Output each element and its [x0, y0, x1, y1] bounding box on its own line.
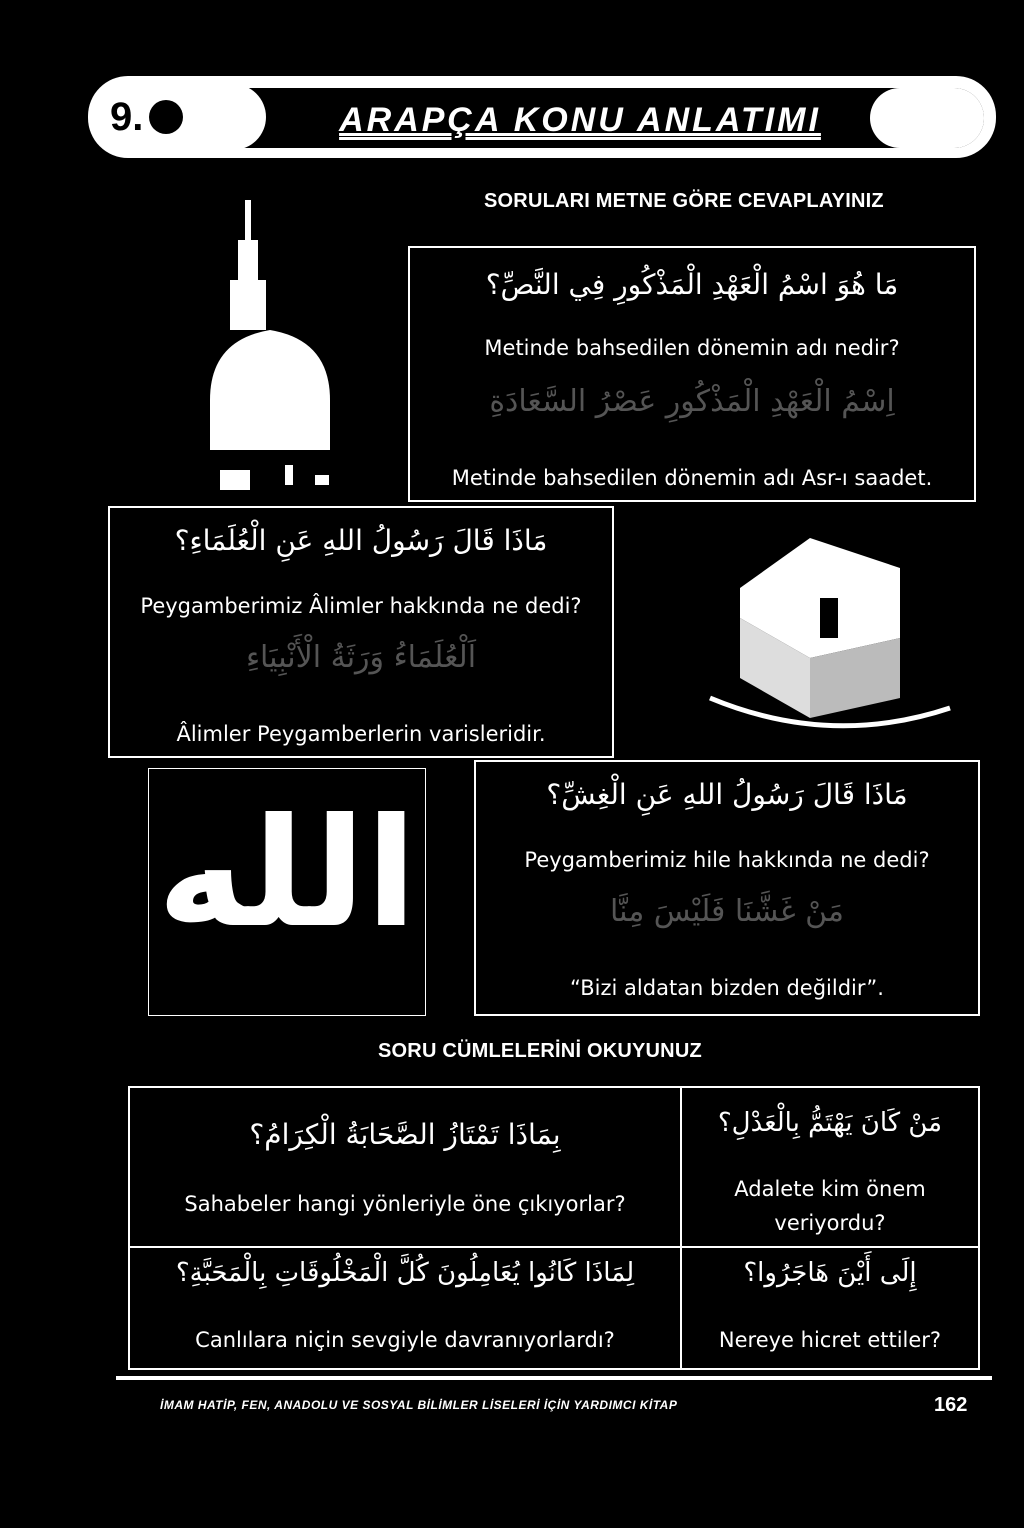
qa-box-1	[408, 246, 976, 502]
qa3-answer-ar: مَنْ غَشَّنَا فَلَيْسَ مِنَّا	[610, 894, 844, 929]
chapter-number: 9.	[110, 94, 144, 139]
read1-tr: Sahabeler hangi yönleriyle öne çıkıyorlar?	[184, 1192, 626, 1216]
footer-text: İMAM HATİP, FEN, ANADOLU VE SOSYAL BİLİMLER LİSELERİ İÇİN YARDIMCI KİTAP	[160, 1398, 678, 1412]
reading-table	[128, 1086, 980, 1370]
table-divider-h	[130, 1246, 978, 1248]
read2-ar: مَنْ كَانَ يَهْتَمُّ بِالْعَدْلِ؟	[717, 1108, 943, 1138]
qa1-answer-tr: Metinde bahsedilen dönemin adı Asr-ı saadet.	[451, 466, 933, 490]
section1-heading: SORULARI METNE GÖRE CEVAPLAYINIZ	[484, 190, 884, 212]
allah-calligraphy: الله	[157, 787, 417, 961]
kaaba-illustration	[700, 528, 960, 758]
page-title: ARAPÇA KONU ANLATIMI	[339, 100, 821, 139]
qa3-answer-tr: “Bizi aldatan bizden değildir”.	[570, 976, 884, 1000]
section2-heading: SORU CÜMLELERİNİ OKUYUNUZ	[378, 1040, 702, 1062]
footer-rule	[116, 1376, 992, 1380]
read3-tr: Canlılara niçin sevgiyle davranıyorlardı?	[195, 1328, 615, 1352]
qa-box-3	[474, 760, 980, 1016]
qa-box-2	[108, 506, 614, 758]
calligraphy-image	[148, 768, 426, 1016]
qa3-question-ar: مَاذَا قَالَ رَسُولُ اللهِ عَنِ الْغِشِّ؟	[546, 778, 908, 811]
qa1-question-ar: مَا هُوَ اسْمُ الْعَهْدِ الْمَذْكُورِ فِي النَّصِّ؟	[485, 268, 899, 301]
qa2-question-tr: Peygamberimiz Âlimler hakkında ne dedi?	[140, 594, 582, 618]
qa1-question-tr: Metinde bahsedilen dönemin adı nedir?	[484, 336, 900, 360]
page-number: 162	[934, 1394, 968, 1416]
read2-tr: Adalete kim önem veriyordu?	[734, 1177, 926, 1235]
read4-tr: Nereye hicret ettiler?	[718, 1328, 942, 1352]
green-dome-illustration	[190, 200, 350, 500]
read4-ar: إِلَى أَيْنَ هَاجَرُوا؟	[743, 1258, 917, 1288]
badge-dot-icon	[149, 100, 183, 134]
read3-ar: لِمَاذَا كَانُوا يُعَامِلُونَ كُلَّ الْمَخْلُوقَاتِ بِالْمَحَبَّةِ؟	[175, 1258, 635, 1288]
qa2-answer-tr: Âlimler Peygamberlerin varisleridir.	[176, 722, 546, 746]
qa2-answer-ar: اَلْعُلَمَاءُ وَرَثَةُ الْأَنْبِيَاءِ	[245, 640, 477, 675]
header-banner-cap	[870, 88, 984, 148]
read1-ar: بِمَاذَا تَمْتَازُ الصَّحَابَةُ الْكِرَامُ؟	[249, 1118, 561, 1151]
qa2-question-ar: مَاذَا قَالَ رَسُولُ اللهِ عَنِ الْعُلَمَاءِ؟	[174, 524, 548, 557]
qa3-question-tr: Peygamberimiz hile hakkında ne dedi?	[524, 848, 930, 872]
qa1-answer-ar: اِسْمُ الْعَهْدِ الْمَذْكُورِ عَصْرُ السَّعَادَةِ	[489, 384, 895, 419]
chapter-badge	[96, 84, 266, 150]
